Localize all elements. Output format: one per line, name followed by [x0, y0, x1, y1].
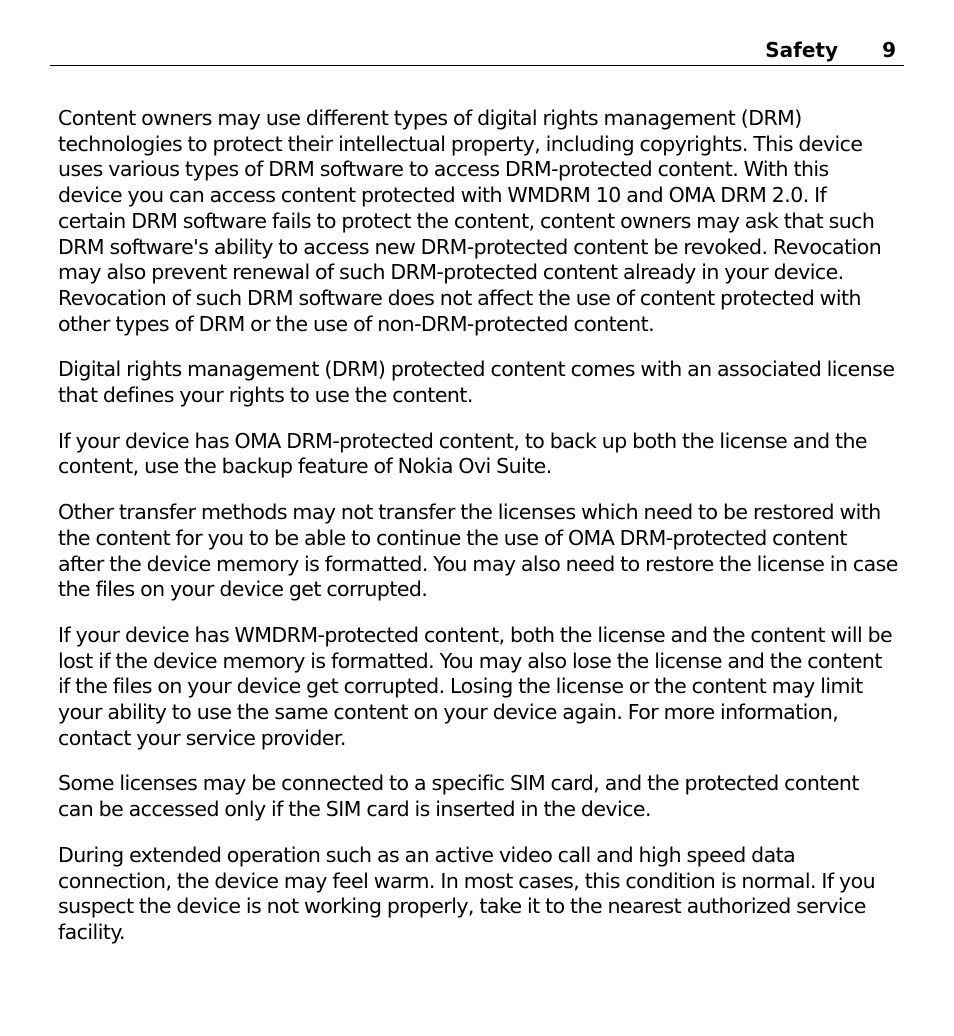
page-number: 9 — [882, 38, 896, 62]
paragraph-sim-licenses: Some licenses may be connected to a specific SIM card, and the protected content can be accessed only if the SIM card is inserted in the device. — [58, 771, 859, 822]
paragraph-drm-overview: Content owners may use different types of digital rights management (DRM) technologies to protect their intellectual property, including copyrights. This device uses various types of DRM software to access DRM-protected content. With this device you can access content protected with WMDRM 10 and OMA DRM 2.0. If certain DRM software fails to protect the content, content owners may ask that such DRM software's ability to access new DRM-protected content be revoked. Revocation may also prevent renewal of such DRM-protected content already in your device. Revocation of such DRM software does not affect the use of content protected with other types of DRM or the use of non-DRM-protected content. — [58, 106, 882, 336]
body-text — [58, 106, 898, 966]
paragraph-device-warm: During extended operation such as an active video call and high speed data connection, the device may feel warm. In most cases, this condition is normal. If you suspect the device is not working properly, take it to the nearest authorized service facility. — [58, 842, 876, 944]
section-title: Safety — [765, 38, 838, 62]
paragraph-wmdrm: If your device has WMDRM-protected content, both the license and the content will be lost if the device memory is formatted. You may also lose the license and the content if the files on your device get corrupted. Losing the license or the content may limit your ability to use the same content on your device again. For more information, contact your service provider. — [58, 622, 893, 750]
paragraph-oma-backup: If your device has OMA DRM-protected content, to back up both the license and the content, use the backup feature of Nokia Ovi Suite. — [58, 428, 867, 479]
paragraph-drm-license: Digital rights management (DRM) protected content comes with an associated license that defines your rights to use the content. — [58, 357, 895, 408]
page-header — [50, 36, 904, 66]
paragraph-transfer-methods: Other transfer methods may not transfer the licenses which need to be restored with the content for you to be able to continue the use of OMA DRM-protected content after the device memory is formatted. You may also need to restore the license in case the files on your device get corrupted. — [58, 500, 898, 602]
